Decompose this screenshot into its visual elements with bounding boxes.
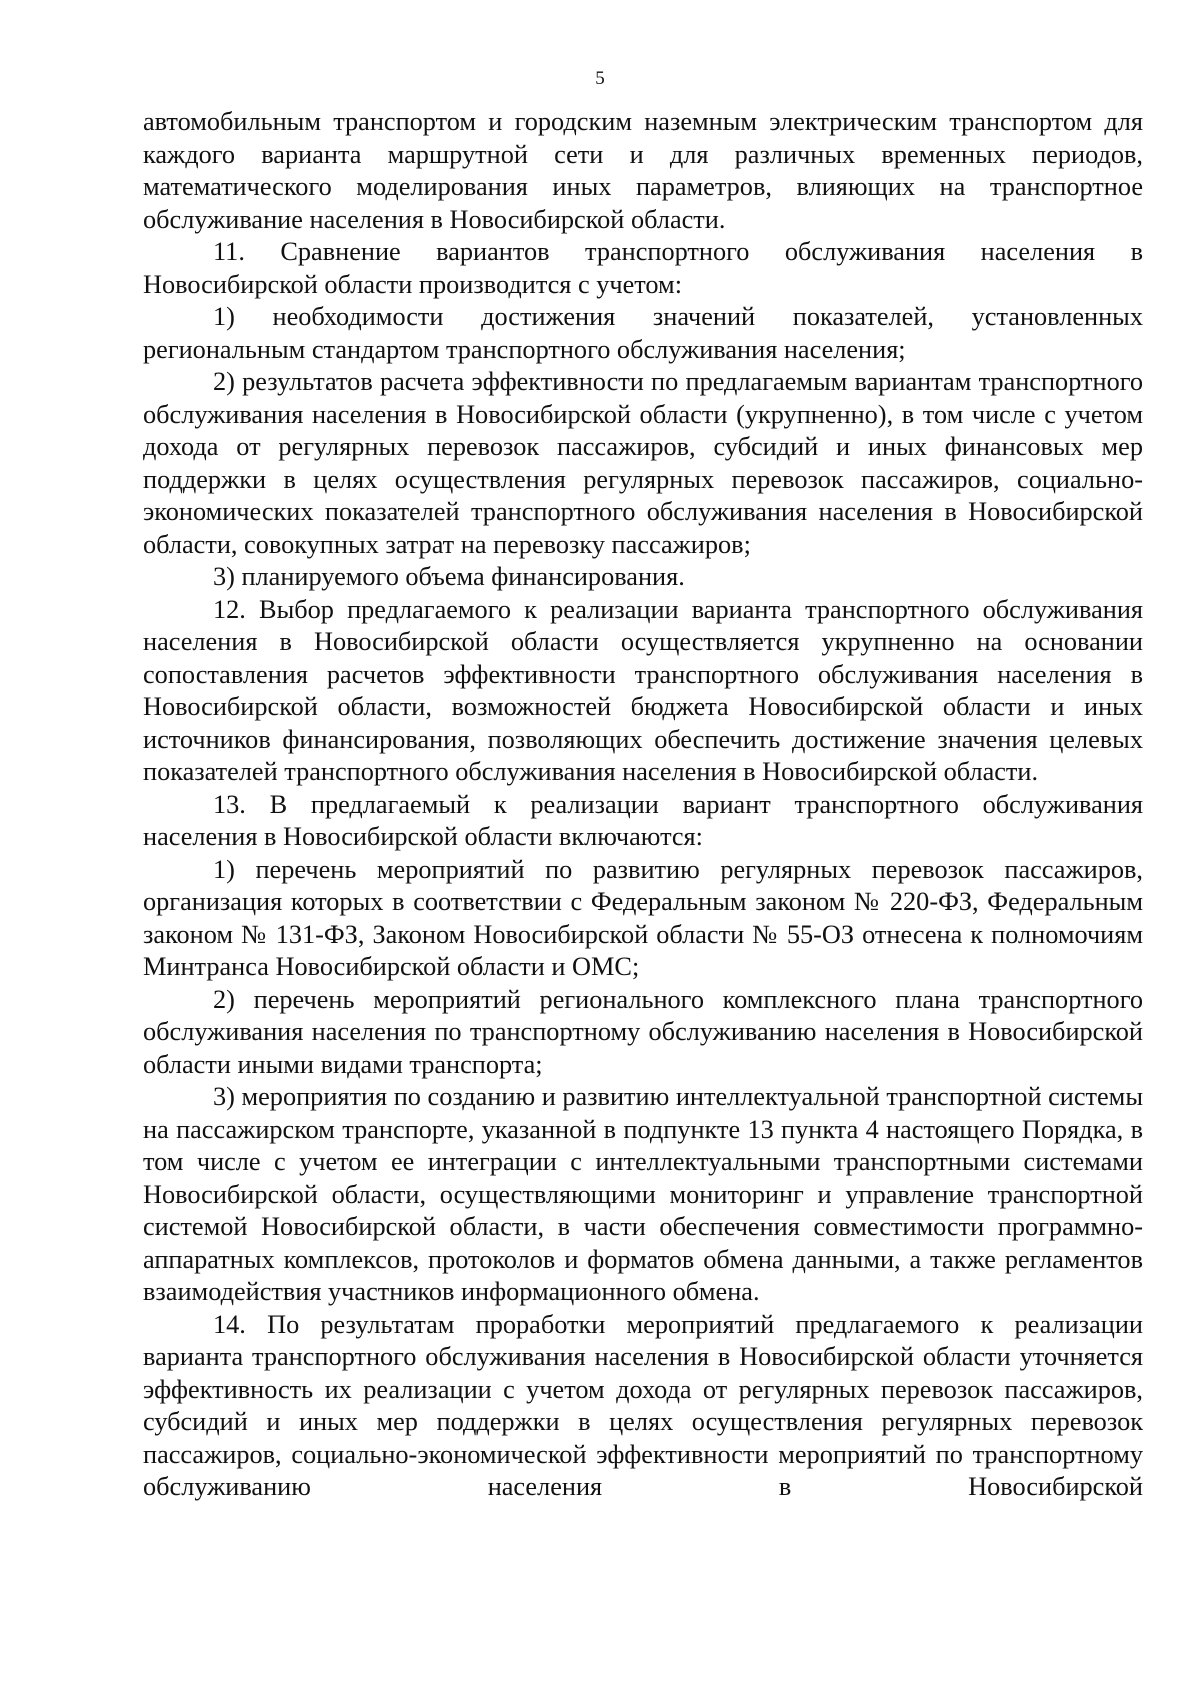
paragraph-item-11-2: 2) результатов расчета эффективности по предлагаемым вариантам транспортного обслуживания населения в Новосибирской области (укрупненно), в том числе с учетом дохода от регулярных перевозок пассажиров, субсидий и иных финансовых мер поддержки в целях осуществления регулярных перевозок пассажиров, социально-экономических показателей транспортного обслуживания населения в Новосибирской области, совокупных затрат на перевозку пассажиров; — [143, 367, 1143, 559]
paragraph-item-12: 12. Выбор предлагаемого к реализации варианта транспортного обслуживания населения в Новосибирской области осуществляется укрупненно на основании сопоставления расчетов эффективности транспортного обслуживания населения в Новосибирской области, возможностей бюджета Новосибирской области и иных источников финансирования, позволяющих обеспечить достижение значения целевых показателей транспортного обслуживания населения в Новосибирской области. — [143, 594, 1143, 786]
paragraph-item-13: 13. В предлагаемый к реализации вариант транспортного обслуживания населения в Новосибирской области включаются: — [143, 789, 1143, 851]
paragraph-item-13-2: 2) перечень мероприятий регионального комплексного плана транспортного обслуживания населения по транспортному обслуживанию населения в Новосибирской области иными видами транспорта; — [143, 984, 1143, 1079]
paragraph-item-11-3: 3) планируемого объема финансирования. — [213, 562, 685, 591]
page-number: 5 — [595, 68, 605, 89]
paragraph-item-11-1: 1) необходимости достижения значений показателей, установленных региональным стандартом транспортного обслуживания населения; — [143, 302, 1143, 364]
paragraph-item-13-3: 3) мероприятия по созданию и развитию интеллектуальной транспортной системы на пассажирском транспорте, указанной в подпункте 13 пункта 4 настоящего Порядка, в том числе с учетом ее интеграции с интеллектуальными транспортными системами Новосибирской области, осуществляющими мониторинг и управление транспортной системой Новосибирской области, в части обеспечения совместимости программно-аппаратных комплексов, протоколов и форматов обмена данными, а также регламентов взаимодействия участников информационного обмена. — [143, 1082, 1143, 1306]
paragraph-item-13-1: 1) перечень мероприятий по развитию регулярных перевозок пассажиров, организация которых в соответствии с Федеральным законом № 220-ФЗ, Федеральным законом № 131-ФЗ, Законом Новосибирской области № 55-ОЗ отнесена к полномочиям Минтранса Новосибирской области и ОМС; — [143, 854, 1143, 981]
paragraph-continuation: автомобильным транспортом и городским наземным электрическим транспортом для каждого варианта маршрутной сети и для различных временных периодов, математического моделирования иных параметров, влияющих на транспортное обслуживание населения в Новосибирской области. — [143, 107, 1143, 234]
paragraph-item-14: 14. По результатам проработки мероприятий предлагаемого к реализации варианта транспортного обслуживания населения в Новосибирской области уточняется эффективность их реализации с учетом дохода от регулярных перевозок пассажиров, субсидий и иных мер поддержки в целях осуществления регулярных перевозок пассажиров, социально-экономической эффективности мероприятий по транспортному обслуживанию населения в Новосибирской — [143, 1309, 1143, 1501]
document-body — [143, 106, 1143, 1504]
paragraph-item-11: 11. Сравнение вариантов транспортного обслуживания населения в Новосибирской области производится с учетом: — [143, 237, 1143, 299]
